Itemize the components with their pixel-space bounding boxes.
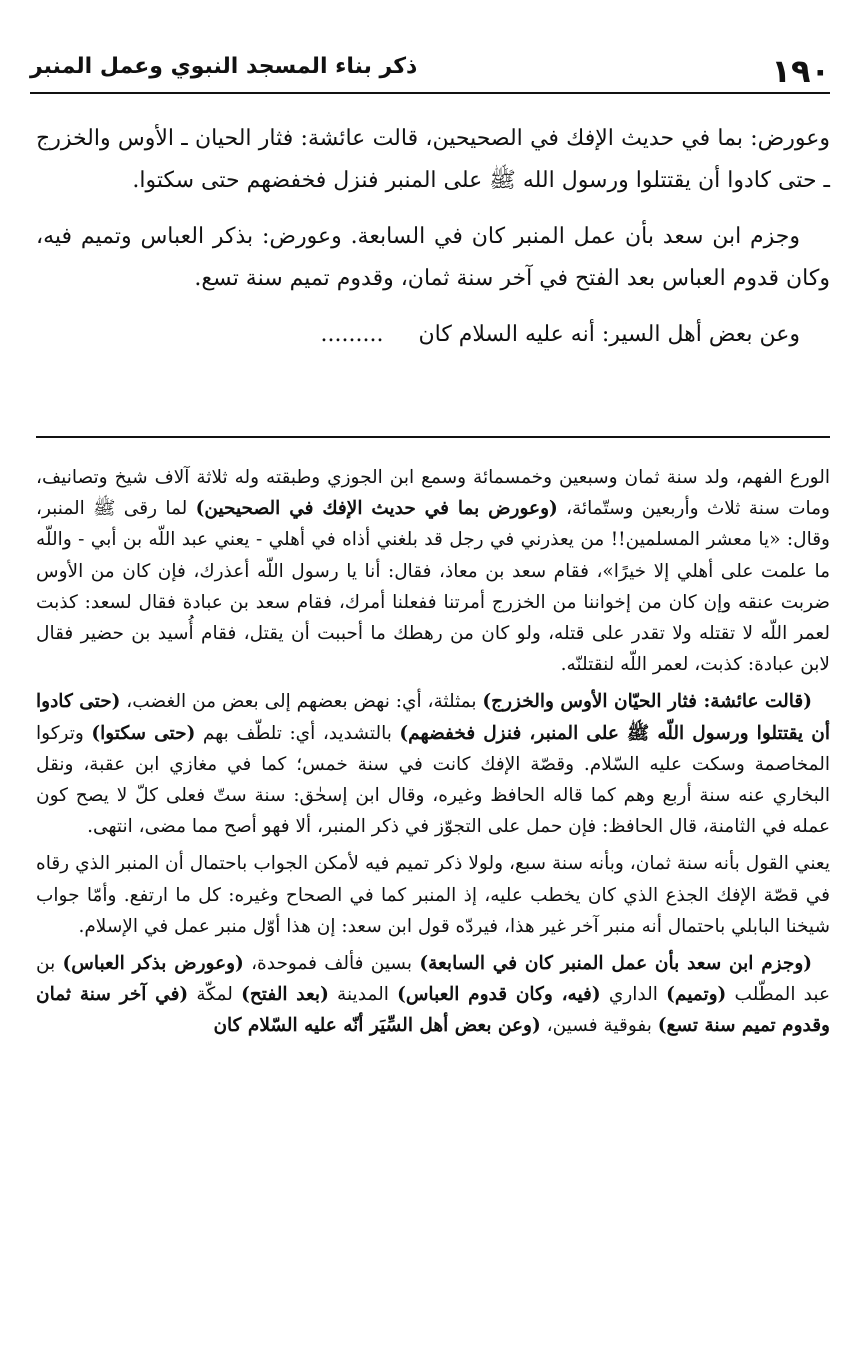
main-paragraph-3-text: وعن بعض أهل السير: أنه عليه السلام كان [418, 322, 800, 347]
quoted-matn: (وعن بعض أهل السِّيَر أنّه عليه السّلام كان [213, 1015, 541, 1037]
quoted-matn: (بعد الفتح) [241, 984, 329, 1006]
commentary-paragraph-2 [36, 686, 830, 842]
commentary-text-run: وتركوا المخاصمة وسكت عليه السّلام. وقصّة الإفك كانت في سنة خمس؛ كما في مغازي ابن عقبة، ونقل البخاري عنه سنة أربع وهم كما قاله الحافظ وغيره، وقال ابن إسحٰق: سنة ستّ فعلى كلّ لا يصح كون عمله في الثامنة، قال الحافظ: فإن حمل على التجوّز في ذكر المنبر، ألا فهو أصح مما مضى، انتهى. [36, 722, 830, 838]
commentary-text [36, 462, 830, 1048]
quoted-matn: (حتى سكتوا) [91, 722, 196, 744]
ellipsis-dots: ......... [320, 322, 384, 347]
commentary-text-run: لما رقى ﷺ المنبر، وقال: «يا معشر المسلمين!! من يعذرني في رجل قد بلغني أذاه في أهلي - يعني عبد اللّه بن أبي - واللّه ما علمت على أهلي إلا خيرًا»، فقام سعد بن معاذ، فقال: أنا يا رسول اللّه أعذرك، فإن كان من الأوس ضربت عنقه وإن كان من إخواننا من الخزرج أمرتنا ففعلنا أمرك، فقام سعد بن عبادة فقال لسعد: كذبت لعمر اللّه لا تقتله ولا تقدر على قتله، ولو كان من رهطك ما أحببت أن يقتل، فقام أُسيد بن حضير فقال لابن عبادة: كذبت، لعمر اللّه لنقتلنّه. [36, 498, 830, 676]
commentary-paragraph-1 [36, 462, 830, 680]
quoted-matn: (قالت عائشة: فثار الحيّان الأوس والخزرج) [482, 691, 813, 713]
quoted-matn: (وعورض بذكر العباس) [62, 953, 244, 975]
quoted-matn: (فيه، وكان قدوم العباس) [397, 984, 601, 1006]
commentary-text-run: بمثلثة، أي: نهض بعضهم إلى بعض من الغضب، [120, 691, 483, 713]
quoted-matn: (في آخر سنة ثمان وقدوم تميم سنة تسع) [36, 984, 830, 1037]
commentary-paragraph-3: يعني القول بأنه سنة ثمان، وبأنه سنة سبع، ولولا ذكر تميم فيه لأمكن الجواب باحتمال أن المنبر الذي رقاه في قصّة الإفك الجذع الذي كان يخطب عليه، إذ المنبر كما في الصحاح وغيره: كل ما ارتفع. وأمّا جواب شيخنا البابلي باحتمال أنه منبر آخر غير هذا، فيردّه قول ابن سعد: إن هذا أوّل منبر عمل في الإسلام. [36, 853, 830, 937]
footnote-divider [36, 436, 830, 438]
page-number: ١٩٠ [771, 52, 830, 90]
quoted-matn: (وعورض بما في حديث الإفك في الصحيحين) [195, 498, 558, 520]
main-paragraph-2: وجزم ابن سعد بأن عمل المنبر كان في السابعة. وعورض: بذكر العباس وتميم فيه، وكان قدوم العباس بعد الفتح في آخر سنة ثمان، وقدوم تميم سنة تسع. [36, 224, 830, 291]
commentary-text-run: الداري [600, 984, 667, 1006]
commentary-text-run: المدينة [328, 984, 398, 1006]
page-header [30, 48, 830, 94]
commentary-text-run: بفوقية فسين، [540, 1015, 658, 1037]
commentary-paragraph-4 [36, 948, 830, 1042]
main-paragraph-1: وعورض: بما في حديث الإفك في الصحيحين، قالت عائشة: فثار الحيان ـ الأوس والخزرج ـ حتى كادوا أن يقتتلوا ورسول الله ﷺ على المنبر فنزل فخفضهم حتى سكتوا. [36, 126, 830, 193]
quoted-matn: (وجزم ابن سعد بأن عمل المنبر كان في السابعة) [419, 953, 813, 975]
commentary-text-run: بن عبد المطّلب [36, 953, 831, 1006]
commentary-text-run: بسين فألف فموحدة، [243, 953, 420, 975]
main-text [36, 118, 830, 370]
main-paragraph-3 [36, 314, 830, 356]
commentary-text-run: الورع الفهم، ولد سنة ثمان وسبعين وخمسمائة وسمع ابن الجوزي وطبقته وله ثلاثة آلاف شيخ وتصانيف، ومات سنة ثلاث وأربعين وستّمائة، [36, 467, 830, 520]
commentary-text-run: لمكّة [188, 984, 242, 1006]
quoted-matn: (حتى كادوا أن يقتتلوا ورسول اللّه ﷺ على المنبر، فنزل فخفضهم) [36, 691, 830, 744]
commentary-text-run: بالتشديد، أي: تلطّف بهم [195, 722, 400, 744]
quoted-matn: (وتميم) [666, 984, 727, 1006]
running-title: ذكر بناء المسجد النبوي وعمل المنبر [30, 54, 418, 79]
